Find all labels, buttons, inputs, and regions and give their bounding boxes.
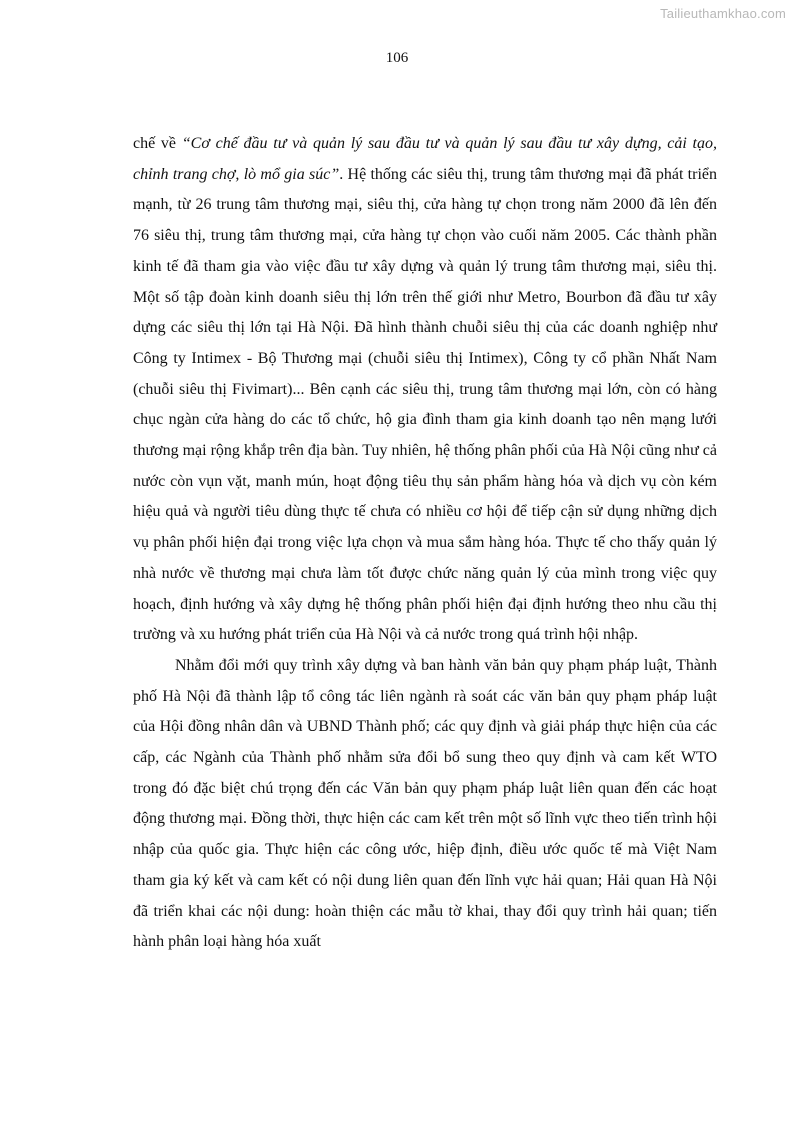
paragraph-1-prefix: chế về — [133, 135, 182, 152]
paragraph-1 — [133, 129, 717, 651]
paragraph-2: Nhằm đổi mới quy trình xây dựng và ban hành văn bản quy phạm pháp luật, Thành phố Hà Nội đã thành lập tổ công tác liên ngành rà soát các văn bản quy phạm pháp luật của Hội đồng nhân dân và UBND Thành phố; các quy định và giải pháp thực hiện của các cấp, các Ngành của Thành phố nhằm sửa đổi bổ sung theo quy định và cam kết WTO trong đó đặc biệt chú trọng đến các Văn bản quy phạm pháp luật liên quan đến các hoạt động thương mại. Đồng thời, thực hiện các cam kết trên một số lĩnh vực theo tiến trình hội nhập của quốc gia. Thực hiện các công ước, hiệp định, điều ước quốc tế mà Việt Nam tham gia ký kết và cam kết có nội dung liên quan đến lĩnh vực hải quan; Hải quan Hà Nội đã triển khai các nội dung: hoàn thiện các mẫu tờ khai, thay đổi quy trình hải quan; tiến hành phân loại hàng hóa xuất — [133, 656, 717, 951]
watermark: Tailieuthamkhao.com — [660, 6, 786, 21]
document-body — [133, 129, 717, 958]
paragraph-1-quote: “Cơ chế đầu tư và quản lý sau đầu tư và quản lý sau đầu tư xây dựng, cải tạo, chỉnh trang chợ, lò mổ gia súc” — [133, 135, 718, 183]
page-number: 106 — [385, 50, 409, 66]
paragraph-1-text: . Hệ thống các siêu thị, trung tâm thương mại đã phát triển mạnh, từ 26 trung tâm thương mại, siêu thị, cửa hàng tự chọn trong năm 2000 đã lên đến 76 siêu thị, trung tâm thương mại, cửa hàng tự chọn vào cuối năm 2005. Các thành phần kinh tế đã tham gia vào việc đầu tư xây dựng và quản lý trung tâm thương mại, siêu thị. Một số tập đoàn kinh doanh siêu thị lớn trên thế giới như Metro, Bourbon đã đầu tư xây dựng các siêu thị lớn tại Hà Nội. Đã hình thành chuỗi siêu thị của các doanh nghiệp như Công ty Intimex - Bộ Thương mại (chuỗi siêu thị Intimex), Công ty cổ phần Nhất Nam (chuỗi siêu thị Fivimart)... Bên cạnh các siêu thị, trung tâm thương mại lớn, còn có hàng chục ngàn cửa hàng do các tổ chức, hộ gia đình tham gia kinh doanh tạo nên mạng lưới thương mại rộng khắp trên địa bàn. Tuy nhiên, hệ thống phân phối của Hà Nội cũng như cả nước còn vụn vặt, manh mún, hoạt động tiêu thụ sản phẩm hàng hóa và dịch vụ còn kém hiệu quả và người tiêu dùng thực tế chưa có nhiều cơ hội để tiếp cận sử dụng những dịch vụ phân phối hiện đại trong việc lựa chọn và mua sắm hàng hóa. Thực tế cho thấy quản lý nhà nước về thương mại chưa làm tốt được chức năng quản lý của mình trong việc quy hoạch, định hướng và xây dựng hệ thống phân phối hiện đại định hướng theo nhu cầu thị trường và xu hướng phát triển của Hà Nội và cả nước trong quá trình hội nhập. — [133, 165, 718, 644]
